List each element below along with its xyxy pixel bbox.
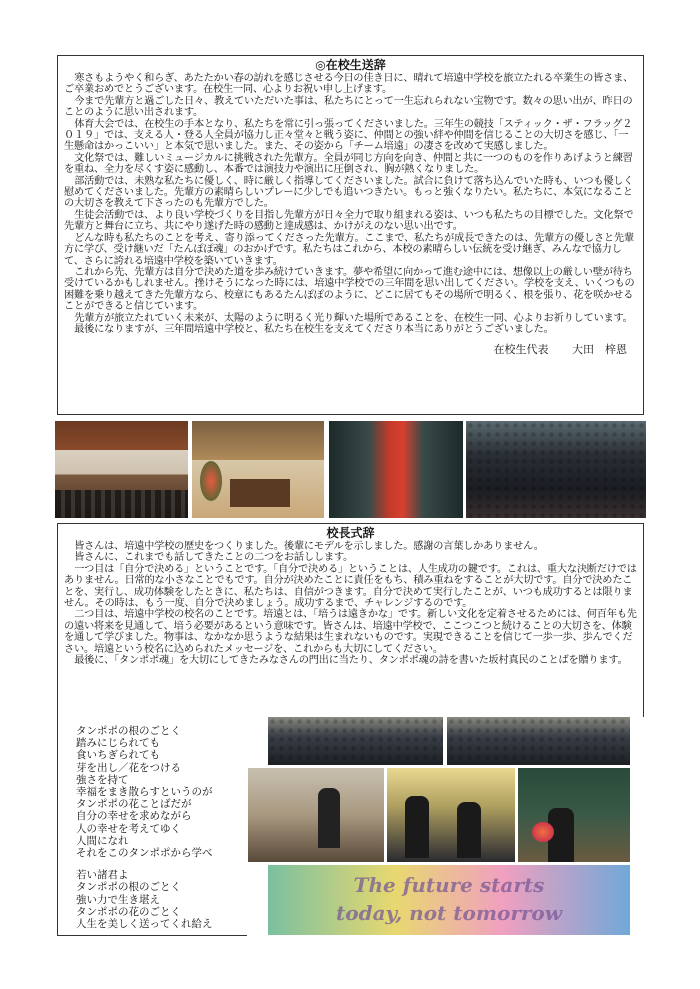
banner-line-1: The future starts xyxy=(353,873,545,897)
signature-role: 在校生代表 xyxy=(493,343,549,357)
poem-line: 芽を出し／花をつける xyxy=(76,761,181,774)
principal-paragraph: 皆さんは、培遠中学校の歴史をつくりました。後輩にモデルを示しました。感謝の言葉しかありません。 xyxy=(74,541,544,552)
farewell-paragraph: 部活動では、未熟な私たちに優しく、時に厳しく指導してくださいました。試合に負けて落ち込んでいた時も、いつも優しく慰めてくださいました。先輩方の素晴らしいプレーに少しでも追いつきたい。もっと強くなりたい。私たちに、本気になることの大切さを教えて下さったのも先輩方でした。 xyxy=(64,175,634,210)
poem-line: 若い諸君よ xyxy=(76,869,129,882)
poem-line: 食いちぎられても xyxy=(76,749,160,762)
future-banner-image xyxy=(268,865,630,935)
certificate-handover-photo xyxy=(387,768,515,862)
poem-line: 自分の幸せを求めながら xyxy=(76,810,192,823)
farewell-address-box xyxy=(57,55,644,415)
farewell-signature xyxy=(64,341,637,357)
poem-line: 人生を美しく送ってくれ給え xyxy=(76,918,213,931)
farewell-paragraph: 体育大会では、在校生の手本となり、私たちを常に引っ張ってくださいました。三年生の競技「スティック・ザ・フラッグ２０１９」では、支える人・登る人全員が協力し正々堂々と戦う姿に、仲間との強い絆や仲間を信じることの大切さを感じ、「一生懸命はかっこいい」と本気で思いました。また、その姿から「チーム培遠」の凄さを改めて実感しました。 xyxy=(64,118,633,153)
farewell-paragraph: 先輩方が旅立たれていく未来が、太陽のように明るく光り輝いた場所であることを、在校生一同、心よりお祈りしています。 xyxy=(74,312,633,324)
farewell-title: ◎在校生送辞 xyxy=(315,58,386,72)
poem-line: タンポポの花のごとく xyxy=(76,905,181,918)
poem-line: それをこのタンポポから学べ xyxy=(76,847,213,860)
principal-title: 校長式辞 xyxy=(326,526,375,540)
class-photo-right xyxy=(447,717,630,765)
principal-paragraph: 二つ目は、培遠中学校の校名のことです。培遠とは、「培うは遠きかな」です。新しい文化を定着させるためには、何百年も先の遠い将来を見通して、培う必要があるという意味です。皆さんは、培遠中学校で、ここつこつと続けることの大切さを、体験を通して学びました。物事は、なかなか思うような結果は生まれないものです。実現できることを信じて一歩一歩、歩んでください。培遠という校名に込められたメッセージを、これからも大切にしてください。 xyxy=(64,609,637,655)
certificate-room-photo xyxy=(248,768,384,862)
poem-line: 人間になれ xyxy=(76,834,129,847)
farewell-bouquet-photo xyxy=(518,768,630,862)
banner-line-2: today, not tomorrow xyxy=(336,901,562,925)
ceremony-hall-photo xyxy=(55,421,188,518)
poem-line: 強い力で生き堪え xyxy=(76,893,160,906)
graduates-aisle-photo xyxy=(329,421,463,518)
podium-speech-photo xyxy=(192,421,324,518)
poem-line: 踏みにじられても xyxy=(76,737,160,750)
principal-paragraph: 一つ目は「自分で決める」ということです。「自分で決める」ということは、人生成功の鍵です。これは、重大な決断だけではありません。日常的な小さなことでもです。自分が決めたことに責任をもち、積み重ねをすることが大切です。自分で決めたことを、実行し、成功体験をしたときに、私たちは、自信がつきます。自分で決めて実行したことが、いつも成功するとは限りません。その時は、もう一度、自分で決めましょう。成功するまで、チャレンジするのです。 xyxy=(64,563,637,610)
poem-line: タンポポの根のごとく xyxy=(76,725,181,737)
principal-paragraph: 皆さんに、これまでも話してきたことの二つをお話しします。 xyxy=(74,552,354,564)
poem-line: タンポポの根のごとく xyxy=(76,881,181,894)
farewell-paragraph: 生徒会活動では、より良い学校づくりを目指し先輩方が日々全力で取り組まれる姿は、いつも私たちの目標でした。文化祭で先輩方と舞台に立ち、共にやり遂げた時の感動と達成感は、かけがえのない思い出です。 xyxy=(64,209,634,233)
poem-line: 幸福をまき散らすというのが xyxy=(76,786,213,799)
class-group-photo xyxy=(466,421,646,518)
farewell-paragraph: どんな時も私たちのことを考え、寄り添ってくださった先輩方。ここまで、私たちが成長できたのは、先輩方の優しさと先輩方に学び、受け継いだ「たんぽぽ魂」のおかげです。私たちはこれから、本校の素晴らしい伝統を受け継ぎ、みんなで協力して、さらに誇れる培遠中学校を築いていきます。 xyxy=(64,232,634,267)
poem-line: 人の幸せを考えてゆく xyxy=(76,822,181,835)
farewell-paragraph: 文化祭では、難しいミュージカルに挑戦された先輩方。全員が同じ方向を向き、仲間と共に一つのものを作りあげようと練習を重ね、全力を尽くす姿に感動し、本番では演技力や演出に圧倒され、胸が熱くなりました。 xyxy=(64,152,633,176)
principal-address-box xyxy=(57,523,644,717)
class-photo-left xyxy=(268,717,443,765)
farewell-paragraph: これから先、先輩方は自分で決めた道を歩み続けていきます。夢や希望に向かって進む途中には、想像以上の厳しい壁が待ち受けているかもしれません。挫けそうになった時には、培遠中学校での三年間を思い出してください。学校を支え、いくつもの困難を乗り越えてきた先輩方なら、校章にもあるたんぽぽのように、どこに居てもその場所で明るく、根を張り、花を咲かせることができると信じています。 xyxy=(64,266,635,313)
signature-name: 大田 梓恩 xyxy=(572,343,627,357)
poem-line: 強さを持て xyxy=(76,773,129,786)
poem-line: タンポポの花ことばだが xyxy=(76,798,192,811)
farewell-paragraph: 今まで先輩方と過ごした日々、教えていただいた事は、私たちにとって一生忘れられない宝物です。数々の思い出が、昨日のことのように思い出されます。 xyxy=(64,95,633,119)
dandelion-poem xyxy=(57,717,247,936)
principal-paragraph: 最後に、「タンポポ魂」を大切にしてきたみなさんの門出に当たり、タンポポ魂の詩を書いた坂村真民のことばを贈ります。 xyxy=(74,655,628,667)
farewell-paragraph: 最後になりますが、三年間培遠中学校と、私たち在校生を支えてくださり本当にありがとうございました。 xyxy=(74,323,554,335)
farewell-paragraph: 寒さもようやく和らぎ、あたたかい春の訪れを感じさせる今日の佳き日に、晴れて培遠中学校を旅立たれる卒業生の皆さま、ご卒業おめでとうございます。在校生一同、心よりお祝い申し上げます。 xyxy=(64,73,634,96)
